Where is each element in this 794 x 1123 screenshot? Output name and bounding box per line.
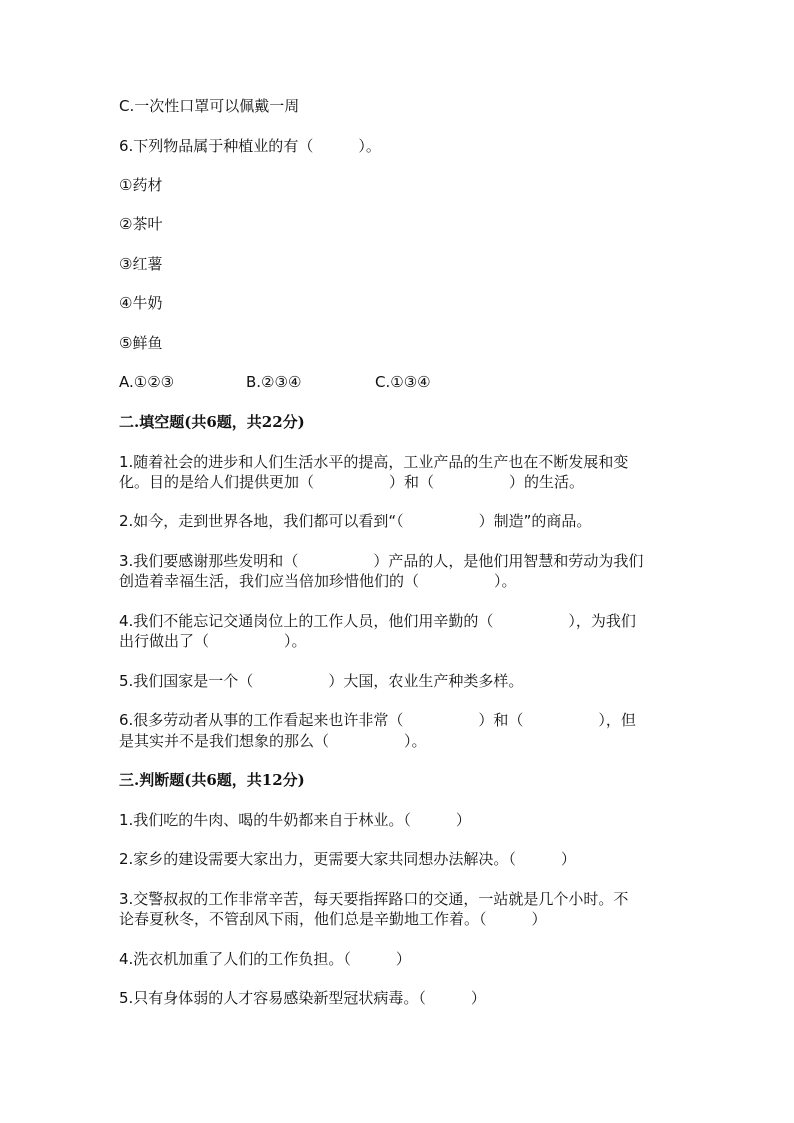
fill-blank-line: 6.很多劳动者从事的工作看起来也许非常（ ）和（ ），但 — [119, 711, 636, 729]
fill-blank-line: 2.如今，走到世界各地，我们都可以看到“（ ）制造”的商品。 — [119, 512, 592, 530]
fill-blank-line: 是其实并不是我们想象的那么（ ）。 — [119, 732, 427, 750]
question-6-item: ④牛奶 — [119, 294, 163, 312]
fill-blank-line: 1.随着社会的进步和人们生活水平的提高，工业产品的生产也在不断发展和变 — [119, 453, 629, 471]
section-3-heading: 三.判断题(共6题，共12分) — [119, 771, 305, 789]
question-6-item: ⑤鲜鱼 — [119, 334, 163, 352]
fill-blank-line: 化。目的是给人们提供更加（ ）和（ ）的生活。 — [119, 473, 585, 491]
true-false-line: 5.只有身体弱的人才容易感染新型冠状病毒。（ ） — [119, 989, 486, 1007]
question-5-option-c: C.一次性口罩可以佩戴一周 — [119, 97, 300, 115]
question-6-item: ③红薯 — [119, 255, 163, 273]
true-false-line: 4.洗衣机加重了人们的工作负担。（ ） — [119, 950, 411, 968]
section-2-heading: 二.填空题(共6题，共22分) — [119, 413, 305, 431]
true-false-line: 3.交警叔叔的工作非常辛苦，每天要指挥路口的交通，一站就是几个小时。不 — [119, 890, 629, 908]
question-6-item: ②茶叶 — [119, 215, 163, 233]
fill-blank-line: 5.我们国家是一个（ ）大国，农业生产种类多样。 — [119, 672, 524, 690]
question-6-choice-b: B.②③④ — [246, 373, 302, 391]
fill-blank-line: 出行做出了（ ）。 — [119, 632, 307, 650]
question-6-choice-a: A.①②③ — [119, 373, 175, 391]
question-6-stem: 6.下列物品属于种植业的有（ ）。 — [119, 137, 381, 155]
question-6-item: ①药材 — [119, 176, 163, 194]
true-false-line: 2.家乡的建设需要大家出力，更需要大家共同想办法解决。（ ） — [119, 850, 576, 868]
question-6-choice-c: C.①③④ — [375, 373, 431, 391]
true-false-line: 1.我们吃的牛肉、喝的牛奶都来自于林业。（ ） — [119, 811, 471, 829]
fill-blank-line: 3.我们要感谢那些发明和（ ）产品的人，是他们用智慧和劳动为我们 — [119, 552, 644, 570]
fill-blank-line: 4.我们不能忘记交通岗位上的工作人员，他们用辛勤的（ ），为我们 — [119, 612, 636, 630]
fill-blank-line: 创造着幸福生活，我们应当倍加珍惜他们的（ ）。 — [119, 572, 517, 590]
true-false-line: 论春夏秋冬，不管刮风下雨，他们总是辛勤地工作着。（ ） — [119, 910, 547, 928]
